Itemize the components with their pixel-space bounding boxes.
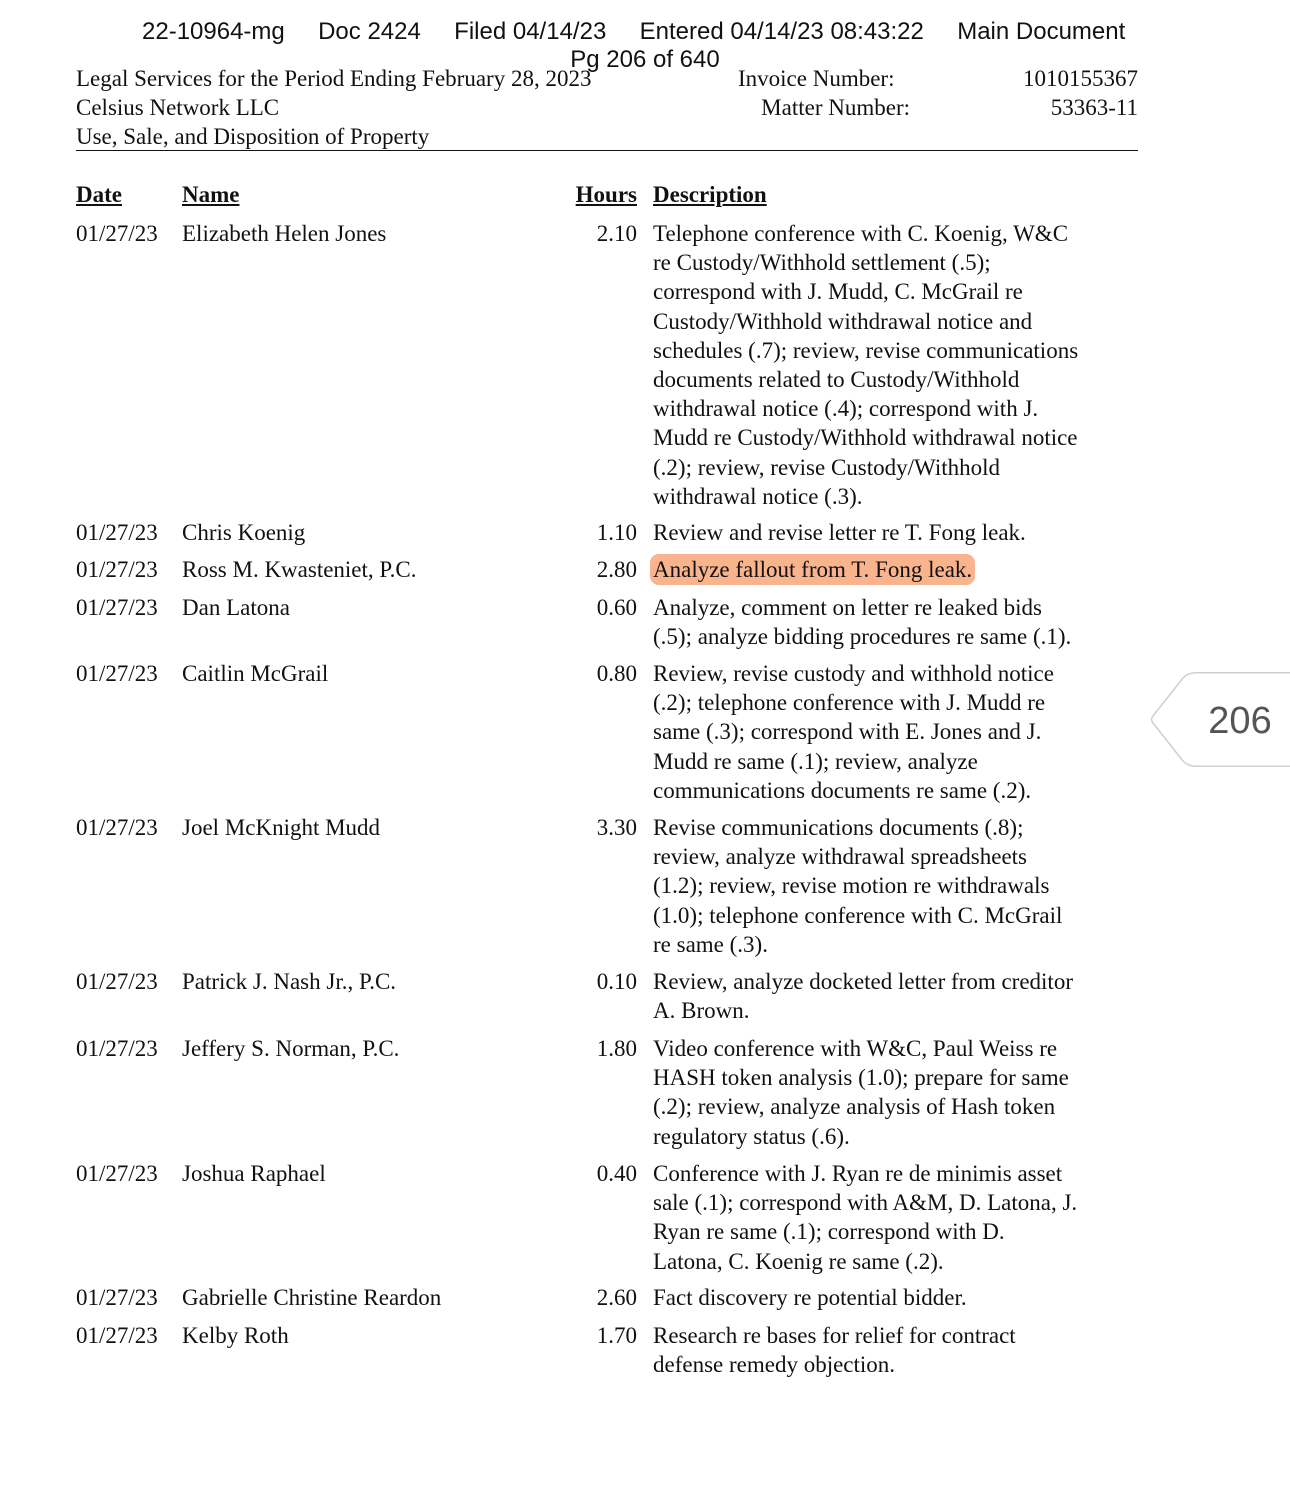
matter-number-value: 53363-11 — [1050, 95, 1138, 120]
description-text: Latona, C. Koenig re same (.2). — [653, 1248, 944, 1274]
invoice-number-value: 1010155367 — [1023, 66, 1138, 91]
description-text: defense remedy objection. — [653, 1352, 896, 1378]
description-text: Video conference with W&C, Paul Weiss re — [653, 1036, 1058, 1061]
timekeeper-name: Joshua Raphael — [182, 1161, 326, 1186]
entry-hours: 0.40 — [596, 1161, 637, 1186]
entry-date: 01/27/23 — [76, 1036, 158, 1061]
description-line — [653, 1247, 1133, 1276]
entry-hours: 2.10 — [596, 221, 637, 246]
entry-date: 01/27/23 — [76, 1323, 158, 1348]
description-text: Mudd re Custody/Withhold withdrawal notice — [653, 425, 1078, 451]
description-line — [653, 1283, 1133, 1312]
timekeeper-name: Joel McKnight Mudd — [182, 815, 381, 840]
entry-description — [653, 219, 1133, 511]
entry-hours: 1.10 — [596, 520, 637, 545]
timekeeper-name: Jeffery S. Norman, P.C. — [182, 1036, 400, 1061]
description-text: communications documents re same (.2). — [653, 777, 1032, 803]
description-line — [653, 394, 1133, 423]
timekeeper-name: Kelby Roth — [182, 1323, 289, 1348]
timekeeper-name: Patrick J. Nash Jr., P.C. — [182, 969, 397, 994]
entry-hours: 1.80 — [596, 1036, 637, 1061]
description-line — [653, 967, 1133, 996]
entry-hours: 0.80 — [596, 661, 637, 686]
description-text: documents related to Custody/Withhold — [653, 367, 1020, 393]
entry-date: 01/27/23 — [76, 595, 158, 620]
invoice-number-label: Invoice Number: — [738, 66, 895, 91]
description-line — [653, 622, 1133, 651]
description-line — [653, 365, 1133, 394]
description-line — [653, 842, 1133, 871]
matter-description: Use, Sale, and Disposition of Property — [76, 124, 430, 149]
description-line — [653, 1350, 1133, 1379]
description-line — [653, 1188, 1133, 1217]
entry-description — [653, 593, 1133, 651]
description-text: (.2); review, revise Custody/Withhold — [653, 454, 1000, 480]
description-text: Review, analyze docketed letter from creditor — [653, 969, 1073, 994]
description-text: Analyze, comment on letter re leaked bids — [653, 595, 1042, 620]
description-line — [653, 1034, 1133, 1063]
entry-date: 01/27/23 — [76, 221, 158, 246]
description-line — [653, 423, 1133, 452]
description-text: HASH token analysis (1.0); prepare for same — [653, 1065, 1069, 1091]
entry-date: 01/27/23 — [76, 1161, 158, 1186]
description-line — [653, 277, 1133, 306]
description-line — [653, 901, 1133, 930]
highlighted-text: Analyze fallout from T. Fong leak. — [653, 557, 973, 582]
entry-description — [653, 1159, 1133, 1276]
description-text: schedules (.7); review, revise communications — [653, 337, 1079, 363]
entry-description — [653, 518, 1133, 547]
description-line — [653, 593, 1133, 622]
description-line — [653, 1321, 1133, 1350]
description-line — [653, 1063, 1133, 1092]
timekeeper-name: Elizabeth Helen Jones — [182, 221, 387, 246]
description-text: withdrawal notice (.3). — [653, 483, 863, 509]
description-text: Revise communications documents (.8); — [653, 815, 1024, 840]
description-line — [653, 482, 1133, 511]
entry-description — [653, 1283, 1133, 1312]
description-text: (1.2); review, revise motion re withdrawals — [653, 873, 1050, 899]
description-text: re same (.3). — [653, 931, 768, 957]
description-line — [653, 776, 1133, 805]
description-text: Fact discovery re potential bidder. — [653, 1285, 967, 1310]
entry-hours: 3.30 — [596, 815, 637, 840]
description-line — [653, 1092, 1133, 1121]
timekeeper-name: Ross M. Kwasteniet, P.C. — [182, 557, 417, 582]
description-line — [653, 930, 1133, 959]
description-line — [653, 717, 1133, 746]
column-header-hours: Hours — [575, 182, 637, 207]
description-text: Telephone conference with C. Koenig, W&C — [653, 221, 1069, 246]
column-header-description: Description — [653, 182, 767, 207]
description-text: A. Brown. — [653, 998, 750, 1024]
billing-period: Legal Services for the Period Ending February 28, 2023 — [76, 66, 592, 91]
timekeeper-name: Gabrielle Christine Reardon — [182, 1285, 442, 1310]
entry-description — [653, 967, 1133, 1025]
description-line — [653, 248, 1133, 277]
description-line — [653, 813, 1133, 842]
description-text: regulatory status (.6). — [653, 1123, 850, 1149]
description-line — [653, 747, 1133, 776]
column-header-date: Date — [76, 182, 122, 207]
description-text: Conference with J. Ryan re de minimis asset — [653, 1161, 1063, 1186]
page-count: Pg 206 of 640 — [570, 46, 720, 73]
entry-date: 01/27/23 — [76, 557, 158, 582]
description-text: Review and revise letter re T. Fong leak. — [653, 520, 1026, 545]
entry-description — [653, 1034, 1133, 1151]
description-line — [653, 996, 1133, 1025]
entry-date: 01/27/23 — [76, 1285, 158, 1310]
description-line — [653, 307, 1133, 336]
entry-hours: 2.60 — [596, 1285, 637, 1310]
entry-hours: 0.10 — [596, 969, 637, 994]
description-text: (.2); telephone conference with J. Mudd re — [653, 690, 1046, 716]
entry-hours: 2.80 — [596, 557, 637, 582]
description-line — [653, 453, 1133, 482]
description-line — [653, 219, 1133, 248]
description-text: Research re bases for relief for contract — [653, 1323, 1016, 1348]
description-line — [653, 555, 1133, 584]
header-divider — [76, 150, 1138, 151]
entry-description — [653, 813, 1133, 959]
description-text: (.2); review, analyze analysis of Hash token — [653, 1094, 1056, 1120]
description-text: sale (.1); correspond with A&M, D. Latona, J. — [653, 1190, 1078, 1216]
page-number-tab[interactable] — [1150, 672, 1290, 767]
description-line — [653, 688, 1133, 717]
description-line — [653, 659, 1133, 688]
matter-number-label: Matter Number: — [761, 95, 910, 120]
description-line — [653, 518, 1133, 547]
description-line — [653, 1217, 1133, 1246]
column-header-name: Name — [182, 182, 240, 207]
timekeeper-name: Dan Latona — [182, 595, 290, 620]
description-text: Review, revise custody and withhold notice — [653, 661, 1054, 686]
page-number-label: 206 — [1208, 700, 1272, 742]
entry-hours: 1.70 — [596, 1323, 637, 1348]
description-text: Mudd re same (.1); review, analyze — [653, 748, 978, 774]
description-line — [653, 1159, 1133, 1188]
description-text: (.5); analyze bidding procedures re same (.1). — [653, 624, 1072, 650]
entry-hours: 0.60 — [596, 595, 637, 620]
timekeeper-name: Caitlin McGrail — [182, 661, 329, 686]
description-text: review, analyze withdrawal spreadsheets — [653, 844, 1028, 870]
entry-date: 01/27/23 — [76, 520, 158, 545]
description-line — [653, 871, 1133, 900]
description-text: withdrawal notice (.4); correspond with J. — [653, 396, 1039, 422]
timekeeper-name: Chris Koenig — [182, 520, 306, 545]
description-text: Ryan re same (.1); correspond with D. — [653, 1219, 1005, 1245]
entry-date: 01/27/23 — [76, 969, 158, 994]
description-text: (1.0); telephone conference with C. McGrail — [653, 902, 1063, 928]
client-name: Celsius Network LLC — [76, 95, 280, 120]
description-text: correspond with J. Mudd, C. McGrail re — [653, 279, 1023, 305]
entry-description — [653, 1321, 1133, 1379]
description-text: Custody/Withhold withdrawal notice and — [653, 308, 1033, 334]
entry-description — [653, 659, 1133, 805]
entry-date: 01/27/23 — [76, 815, 158, 840]
description-text: same (.3); correspond with E. Jones and J. — [653, 719, 1042, 745]
filing-stamp-line: 22-10964-mg Doc 2424 Filed 04/14/23 Entered 04/14/23 08:43:22 Main Document — [142, 18, 1126, 45]
description-line — [653, 1122, 1133, 1151]
entry-date: 01/27/23 — [76, 661, 158, 686]
description-text: re Custody/Withhold settlement (.5); — [653, 250, 991, 276]
entry-description — [653, 555, 1133, 584]
description-line — [653, 336, 1133, 365]
